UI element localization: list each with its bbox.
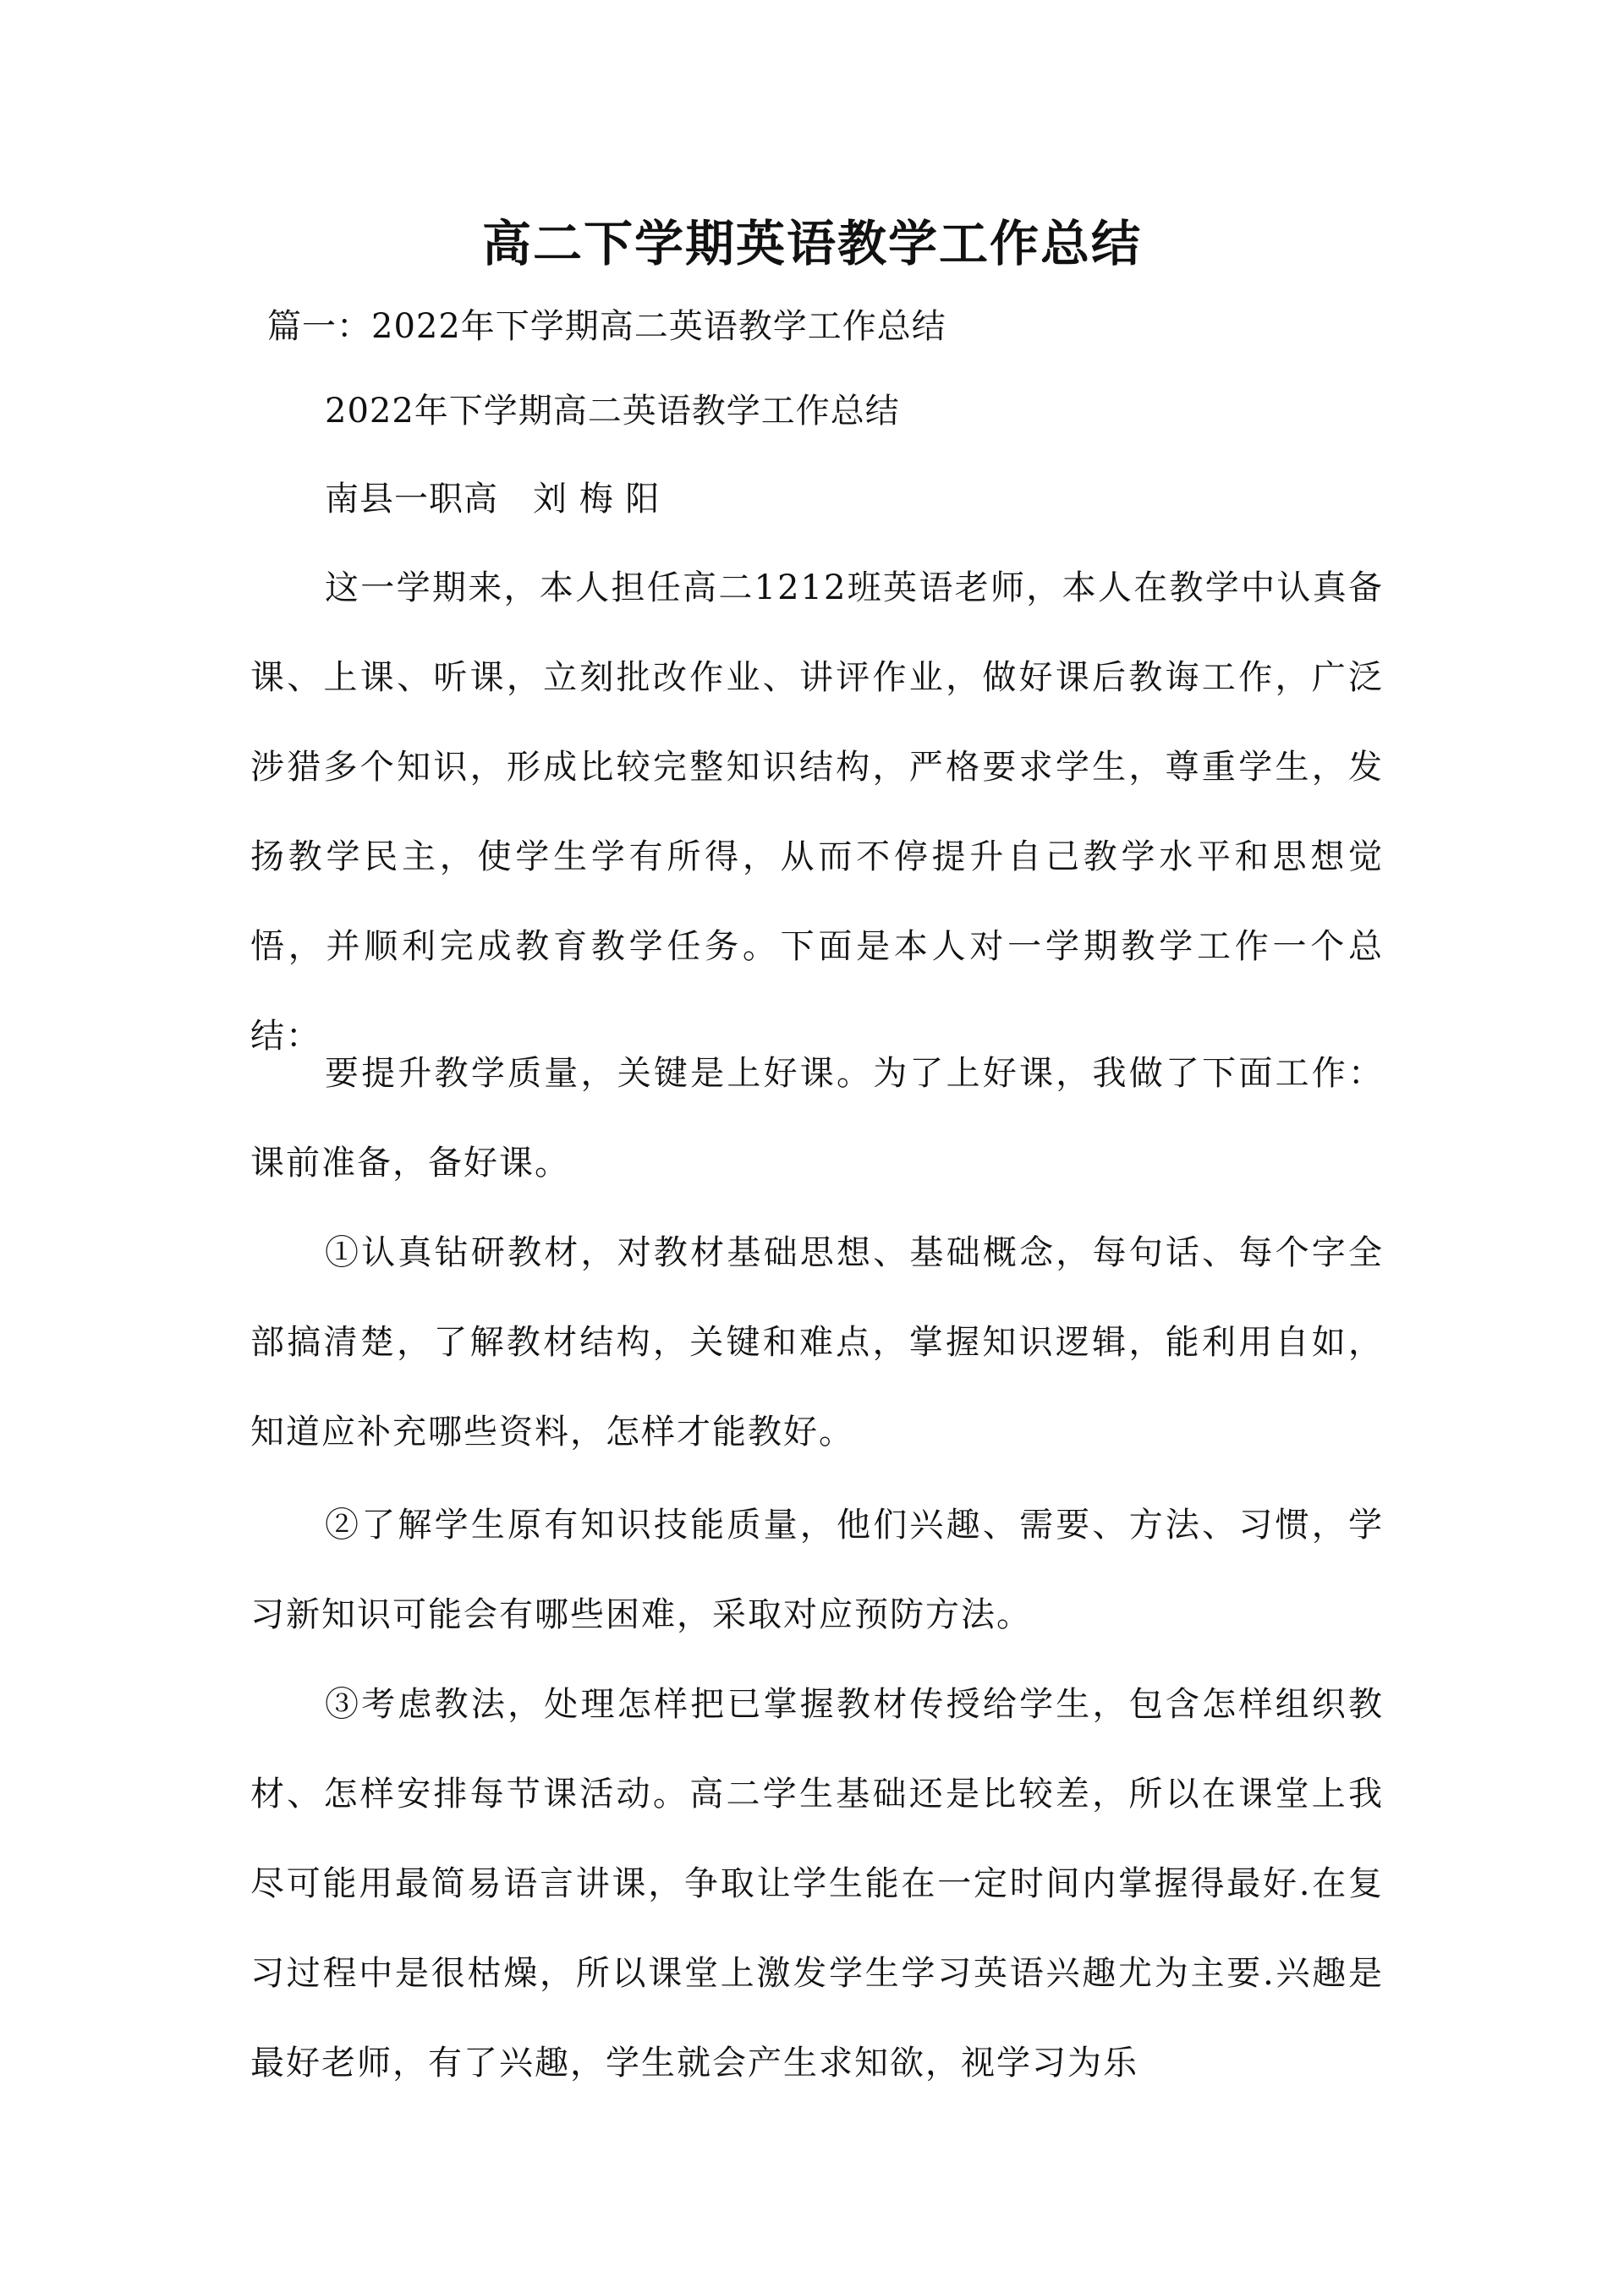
body-paragraph: 这一学期来，本人担任高二1212班英语老师，本人在教学中认真备课、上课、听课，立刻批改作业、讲评作业，做好课后教诲工作，广泛涉猎多个知识，形成比较完整知识结构，严格要求学生，尊重学生，发扬教学民主，使学生学有所得，从而不停提升自己教学水平和思想觉悟，并顺利完成教育教学任务。下面是本人对一学期教学工作一个总结：	[250, 568, 1384, 1056]
section-heading: 篇一：2022年下学期高二英语教学工作总结	[267, 307, 946, 346]
article-subtitle: 2022年下学期高二英语教学工作总结	[325, 392, 900, 431]
author-line: 南县一职高 刘 梅 阳	[325, 480, 661, 519]
document-title: 高二下学期英语教学工作总结	[481, 215, 1142, 272]
body-paragraph: ①认真钻研教材，对教材基础思想、基础概念，每句话、每个字全部搞清楚，了解教材结构，关键和难点，掌握知识逻辑，能利用自如，知道应补充哪些资料，怎样才能教好。	[250, 1233, 1384, 1452]
body-paragraph: ②了解学生原有知识技能质量，他们兴趣、需要、方法、习惯，学习新知识可能会有哪些困难，采取对应预防方法。	[250, 1506, 1384, 1634]
body-paragraph: 要提升教学质量，关键是上好课。为了上好课，我做了下面工作：课前准备，备好课。	[250, 1054, 1384, 1183]
body-paragraph: ③考虑教法，处理怎样把已掌握教材传授给学生，包含怎样组织教材、怎样安排每节课活动。高二学生基础还是比较差，所以在课堂上我尽可能用最简易语言讲课，争取让学生能在一定时间内掌握得最好.在复习过程中是很枯燥，所以课堂上激发学生学习英语兴趣尤为主要.兴趣是最好老师，有了兴趣，学生就会产生求知欲，视学习为乐	[250, 1685, 1384, 2083]
